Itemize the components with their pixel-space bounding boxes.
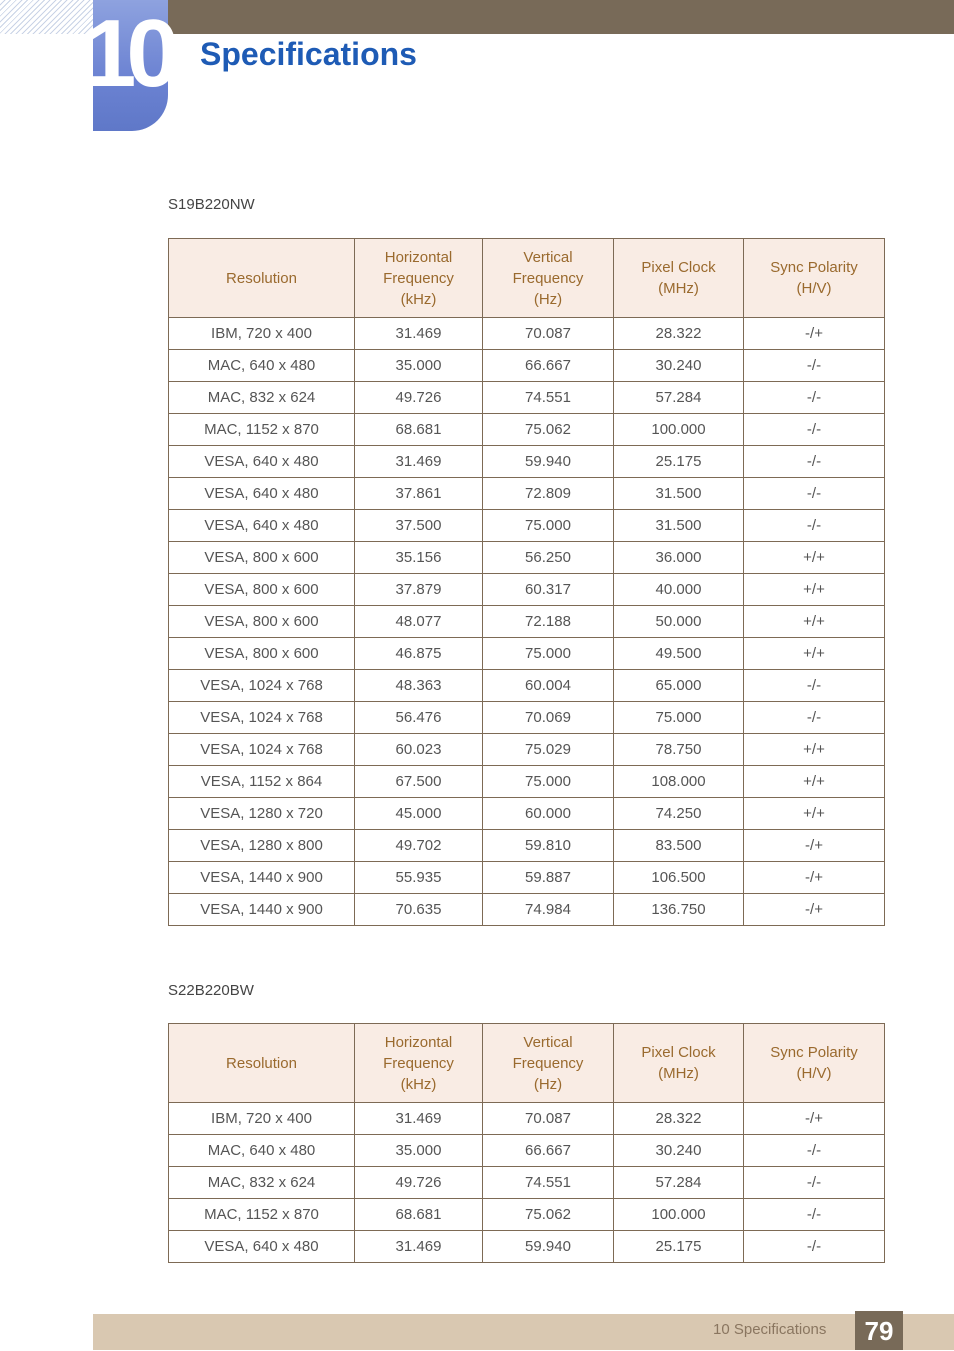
cell-resolution: VESA, 1440 x 900 [169,862,355,894]
cell-sync-polarity: +/+ [744,574,885,606]
cell-sync-polarity: -/- [744,670,885,702]
cell-sync-polarity: -/- [744,1199,885,1231]
table-row [169,862,885,894]
cell-horizontal-frequency: 49.726 [355,1167,483,1199]
cell-horizontal-frequency: 37.861 [355,478,483,510]
cell-horizontal-frequency: 46.875 [355,638,483,670]
header-resolution: Resolution [169,1024,355,1103]
cell-sync-polarity: -/- [744,1167,885,1199]
cell-pixel-clock: 25.175 [614,446,744,478]
cell-resolution: MAC, 832 x 624 [169,382,355,414]
cell-horizontal-frequency: 68.681 [355,414,483,446]
table-header-row [169,239,885,318]
model-label-2: S22B220BW [168,982,254,999]
cell-sync-polarity: -/- [744,446,885,478]
cell-vertical-frequency: 75.000 [483,510,614,542]
table-row [169,830,885,862]
cell-pixel-clock: 108.000 [614,766,744,798]
cell-pixel-clock: 30.240 [614,1135,744,1167]
cell-vertical-frequency: 60.004 [483,670,614,702]
cell-horizontal-frequency: 31.469 [355,1231,483,1263]
cell-horizontal-frequency: 31.469 [355,446,483,478]
cell-sync-polarity: +/+ [744,542,885,574]
cell-horizontal-frequency: 35.156 [355,542,483,574]
cell-horizontal-frequency: 60.023 [355,734,483,766]
cell-vertical-frequency: 75.000 [483,638,614,670]
page-title: Specifications [200,36,417,72]
cell-horizontal-frequency: 55.935 [355,862,483,894]
cell-vertical-frequency: 74.551 [483,1167,614,1199]
table-row [169,1135,885,1167]
cell-horizontal-frequency: 49.702 [355,830,483,862]
chapter-badge [83,0,170,131]
model-label-1: S19B220NW [168,196,255,213]
cell-resolution: VESA, 800 x 600 [169,574,355,606]
cell-pixel-clock: 28.322 [614,318,744,350]
cell-horizontal-frequency: 35.000 [355,1135,483,1167]
cell-vertical-frequency: 75.000 [483,766,614,798]
table-row [169,702,885,734]
cell-pixel-clock: 36.000 [614,542,744,574]
cell-horizontal-frequency: 37.500 [355,510,483,542]
header-vertical-frequency: Vertical Frequency (Hz) [483,239,614,318]
table-row [169,1231,885,1263]
header-pixel-clock: Pixel Clock (MHz) [614,1024,744,1103]
cell-pixel-clock: 31.500 [614,478,744,510]
page-number: 79 [855,1311,903,1350]
cell-resolution: VESA, 640 x 480 [169,1231,355,1263]
cell-resolution: MAC, 640 x 480 [169,1135,355,1167]
cell-pixel-clock: 28.322 [614,1103,744,1135]
cell-horizontal-frequency: 48.363 [355,670,483,702]
cell-vertical-frequency: 70.069 [483,702,614,734]
chapter-number: 10 [83,0,170,107]
cell-vertical-frequency: 66.667 [483,350,614,382]
table-row [169,318,885,350]
cell-vertical-frequency: 74.984 [483,894,614,926]
cell-sync-polarity: -/- [744,702,885,734]
cell-pixel-clock: 75.000 [614,702,744,734]
cell-pixel-clock: 100.000 [614,1199,744,1231]
cell-vertical-frequency: 72.809 [483,478,614,510]
cell-resolution: VESA, 800 x 600 [169,606,355,638]
cell-vertical-frequency: 59.940 [483,446,614,478]
table-row [169,414,885,446]
cell-resolution: MAC, 1152 x 870 [169,1199,355,1231]
header-horizontal-frequency: Horizontal Frequency (kHz) [355,1024,483,1103]
cell-vertical-frequency: 59.887 [483,862,614,894]
cell-sync-polarity: -/- [744,350,885,382]
cell-sync-polarity: +/+ [744,798,885,830]
cell-horizontal-frequency: 37.879 [355,574,483,606]
cell-sync-polarity: -/- [744,382,885,414]
cell-resolution: VESA, 1280 x 800 [169,830,355,862]
cell-sync-polarity: +/+ [744,638,885,670]
cell-resolution: VESA, 640 x 480 [169,510,355,542]
cell-horizontal-frequency: 56.476 [355,702,483,734]
cell-horizontal-frequency: 31.469 [355,318,483,350]
cell-resolution: VESA, 1024 x 768 [169,734,355,766]
cell-horizontal-frequency: 67.500 [355,766,483,798]
header-horizontal-frequency: Horizontal Frequency (kHz) [355,239,483,318]
cell-sync-polarity: -/+ [744,862,885,894]
cell-pixel-clock: 78.750 [614,734,744,766]
cell-pixel-clock: 31.500 [614,510,744,542]
cell-vertical-frequency: 59.810 [483,830,614,862]
cell-resolution: VESA, 800 x 600 [169,542,355,574]
cell-resolution: VESA, 1024 x 768 [169,702,355,734]
header-pixel-clock: Pixel Clock (MHz) [614,239,744,318]
header-vertical-frequency: Vertical Frequency (Hz) [483,1024,614,1103]
table-row [169,1199,885,1231]
table-row [169,574,885,606]
cell-vertical-frequency: 75.062 [483,1199,614,1231]
table-row [169,1103,885,1135]
cell-pixel-clock: 74.250 [614,798,744,830]
cell-sync-polarity: -/+ [744,894,885,926]
cell-resolution: VESA, 1152 x 864 [169,766,355,798]
cell-sync-polarity: -/+ [744,318,885,350]
table-row [169,798,885,830]
table-row [169,382,885,414]
spec-table-2 [168,1023,885,1263]
cell-horizontal-frequency: 49.726 [355,382,483,414]
table-row [169,638,885,670]
table-row [169,350,885,382]
table-row [169,446,885,478]
cell-pixel-clock: 49.500 [614,638,744,670]
cell-vertical-frequency: 60.000 [483,798,614,830]
cell-sync-polarity: -/- [744,510,885,542]
table-row [169,1167,885,1199]
table-row [169,542,885,574]
table-row [169,606,885,638]
cell-vertical-frequency: 72.188 [483,606,614,638]
cell-pixel-clock: 100.000 [614,414,744,446]
header-sync-polarity: Sync Polarity (H/V) [744,1024,885,1103]
cell-resolution: IBM, 720 x 400 [169,1103,355,1135]
cell-pixel-clock: 40.000 [614,574,744,606]
cell-resolution: MAC, 640 x 480 [169,350,355,382]
cell-pixel-clock: 83.500 [614,830,744,862]
cell-pixel-clock: 57.284 [614,1167,744,1199]
cell-resolution: VESA, 800 x 600 [169,638,355,670]
cell-resolution: MAC, 832 x 624 [169,1167,355,1199]
cell-resolution: MAC, 1152 x 870 [169,414,355,446]
table-row [169,510,885,542]
cell-sync-polarity: -/- [744,414,885,446]
cell-sync-polarity: -/- [744,1231,885,1263]
table-row [169,734,885,766]
cell-pixel-clock: 136.750 [614,894,744,926]
cell-resolution: IBM, 720 x 400 [169,318,355,350]
cell-pixel-clock: 25.175 [614,1231,744,1263]
cell-vertical-frequency: 74.551 [483,382,614,414]
cell-sync-polarity: +/+ [744,606,885,638]
table-row [169,766,885,798]
cell-resolution: VESA, 640 x 480 [169,446,355,478]
cell-resolution: VESA, 1280 x 720 [169,798,355,830]
table-header-row [169,1024,885,1103]
cell-sync-polarity: -/+ [744,1103,885,1135]
cell-vertical-frequency: 70.087 [483,318,614,350]
cell-sync-polarity: -/+ [744,830,885,862]
cell-vertical-frequency: 60.317 [483,574,614,606]
cell-sync-polarity: -/- [744,1135,885,1167]
spec-table-1 [168,238,885,926]
table-row [169,894,885,926]
cell-vertical-frequency: 70.087 [483,1103,614,1135]
cell-pixel-clock: 65.000 [614,670,744,702]
cell-horizontal-frequency: 31.469 [355,1103,483,1135]
cell-vertical-frequency: 75.062 [483,414,614,446]
table-row [169,478,885,510]
cell-horizontal-frequency: 48.077 [355,606,483,638]
cell-horizontal-frequency: 35.000 [355,350,483,382]
cell-vertical-frequency: 59.940 [483,1231,614,1263]
table-row [169,670,885,702]
header-sync-polarity: Sync Polarity (H/V) [744,239,885,318]
cell-pixel-clock: 106.500 [614,862,744,894]
cell-resolution: VESA, 1440 x 900 [169,894,355,926]
header-bar [168,0,954,34]
cell-horizontal-frequency: 45.000 [355,798,483,830]
header-resolution: Resolution [169,239,355,318]
cell-resolution: VESA, 1024 x 768 [169,670,355,702]
cell-vertical-frequency: 66.667 [483,1135,614,1167]
corner-hatch-decoration [0,0,93,34]
cell-sync-polarity: +/+ [744,734,885,766]
cell-horizontal-frequency: 70.635 [355,894,483,926]
cell-vertical-frequency: 75.029 [483,734,614,766]
cell-pixel-clock: 50.000 [614,606,744,638]
cell-horizontal-frequency: 68.681 [355,1199,483,1231]
footer-section-label: 10 Specifications [713,1321,827,1338]
cell-vertical-frequency: 56.250 [483,542,614,574]
cell-sync-polarity: -/- [744,478,885,510]
cell-pixel-clock: 57.284 [614,382,744,414]
cell-pixel-clock: 30.240 [614,350,744,382]
cell-resolution: VESA, 640 x 480 [169,478,355,510]
cell-sync-polarity: +/+ [744,766,885,798]
